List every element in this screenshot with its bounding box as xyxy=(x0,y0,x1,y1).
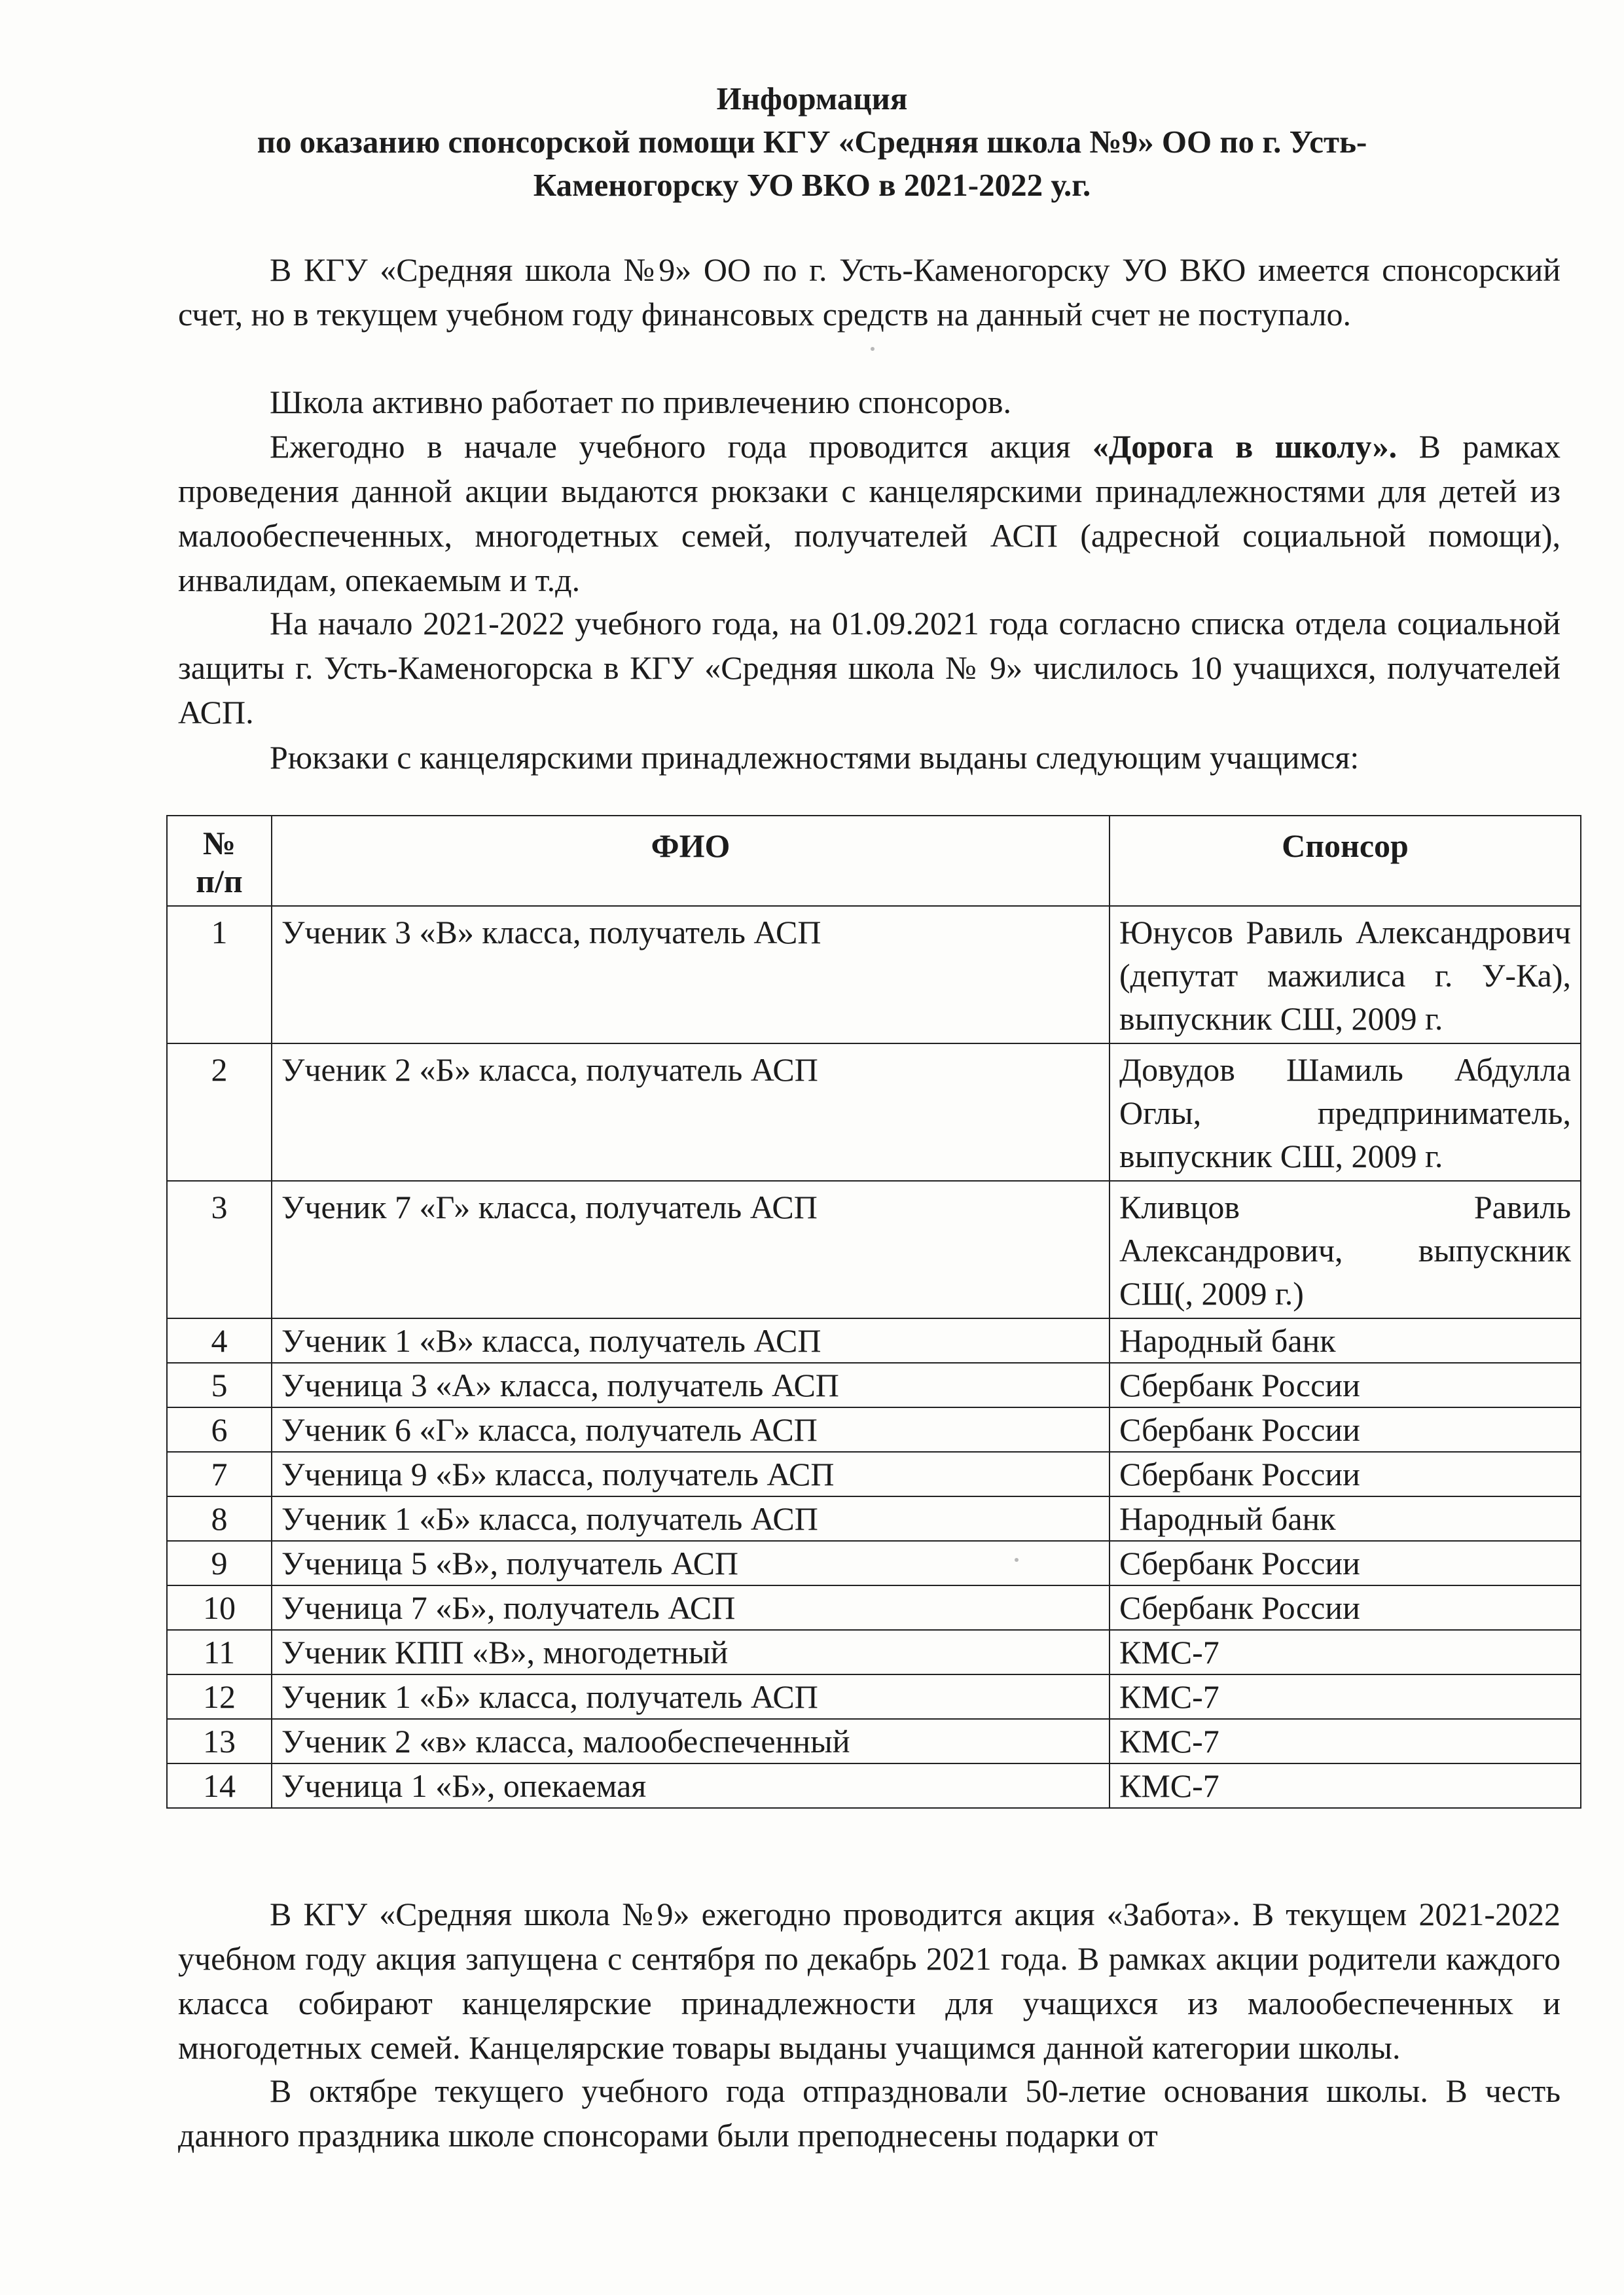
row-sponsor: Сбербанк России xyxy=(1110,1407,1581,1452)
p3-after: В рамках проведения данной акции выдаются рюкзаки с канцелярскими принадлежностями для детей из малообеспеченных, многодетных семей, получателей АСП (адресной социальной помощи), инвалидам, опекаемым и т.д. xyxy=(178,428,1561,598)
row-sponsor: Сбербанк России xyxy=(1110,1541,1581,1585)
table-header-row xyxy=(167,816,1581,906)
row-name: Ученик КПП «В», многодетный xyxy=(272,1630,1110,1674)
row-name: Ученик 2 «Б» класса, получатель АСП xyxy=(272,1043,1110,1181)
table-row xyxy=(167,1363,1581,1407)
header-sponsor: Спонсор xyxy=(1110,816,1581,906)
row-name: Ученица 1 «Б», опекаемая xyxy=(272,1763,1110,1808)
row-sponsor: Кливцов Равиль Александрович, выпускник СШ(, 2009 г.) xyxy=(1110,1181,1581,1318)
table-row xyxy=(167,1407,1581,1452)
p3-before: Ежегодно в начале учебного года проводится акция xyxy=(270,428,1092,465)
row-name: Ученик 1 «Б» класса, получатель АСП xyxy=(272,1496,1110,1541)
row-number: 9 xyxy=(167,1541,272,1585)
table-row xyxy=(167,1674,1581,1719)
row-number: 6 xyxy=(167,1407,272,1452)
table-row xyxy=(167,1318,1581,1363)
row-sponsor: КМС-7 xyxy=(1110,1630,1581,1674)
row-sponsor: КМС-7 xyxy=(1110,1674,1581,1719)
row-name: Ученик 1 «В» класса, получатель АСП xyxy=(272,1318,1110,1363)
row-number: 2 xyxy=(167,1043,272,1181)
table-row xyxy=(167,1496,1581,1541)
row-sponsor: Народный банк xyxy=(1110,1318,1581,1363)
row-number: 8 xyxy=(167,1496,272,1541)
row-name: Ученик 7 «Г» класса, получатель АСП xyxy=(272,1181,1110,1318)
table-row xyxy=(167,1541,1581,1585)
paragraph-road-to-school xyxy=(178,424,1561,602)
row-number: 10 xyxy=(167,1585,272,1630)
table-row xyxy=(167,1585,1581,1630)
paragraph-sponsor-attraction: Школа активно работает по привлечению спонсоров. xyxy=(270,384,1011,420)
table-row xyxy=(167,1763,1581,1808)
row-name: Ученица 7 «Б», получатель АСП xyxy=(272,1585,1110,1630)
row-number: 12 xyxy=(167,1674,272,1719)
row-name: Ученица 3 «А» класса, получатель АСП xyxy=(272,1363,1110,1407)
document-title xyxy=(131,77,1493,207)
row-sponsor: Народный банк xyxy=(1110,1496,1581,1541)
row-name: Ученик 1 «Б» класса, получатель АСП xyxy=(272,1674,1110,1719)
row-sponsor: КМС-7 xyxy=(1110,1763,1581,1808)
row-number: 11 xyxy=(167,1630,272,1674)
title-line-2: по оказанию спонсорской помощи КГУ «Средняя школа №9» ОО по г. Усть- xyxy=(257,124,1367,160)
scan-speck xyxy=(1015,1558,1019,1562)
row-number: 1 xyxy=(167,906,272,1043)
row-number: 4 xyxy=(167,1318,272,1363)
row-sponsor: Сбербанк России xyxy=(1110,1363,1581,1407)
table-row xyxy=(167,906,1581,1043)
row-sponsor: Юнусов Равиль Александрович (депутат мажилиса г. У-Ка), выпускник СШ, 2009 г. xyxy=(1110,906,1581,1043)
title-line-1: Информация xyxy=(716,81,908,117)
table-row xyxy=(167,1719,1581,1763)
row-number: 14 xyxy=(167,1763,272,1808)
sponsors-table xyxy=(166,815,1581,1809)
paragraph-care-campaign: В КГУ «Средняя школа №9» ежегодно проводится акция «Забота». В текущем 2021-2022 учебном году акция запущена с сентября по декабрь 2021 года. В рамках акции родители каждого класса собирают канцелярские принадлежности для учащихся из малообеспеченных и многодетных семей. Канцелярские товары выданы учащимся данной категории школы. xyxy=(178,1896,1561,2066)
table-row xyxy=(167,1043,1581,1181)
table-row xyxy=(167,1452,1581,1496)
row-number: 7 xyxy=(167,1452,272,1496)
table-row xyxy=(167,1181,1581,1318)
paragraph-anniversary: В октябре текущего учебного года отпраздновали 50-летие основания школы. В честь данного праздника школе спонсорами были преподнесены подарки от xyxy=(178,2072,1561,2154)
header-number: № п/п xyxy=(167,816,272,906)
row-sponsor: КМС-7 xyxy=(1110,1719,1581,1763)
row-name: Ученица 9 «Б» класса, получатель АСП xyxy=(272,1452,1110,1496)
row-name: Ученик 2 «в» класса, малообеспеченный xyxy=(272,1719,1110,1763)
paragraph-sponsor-account: В КГУ «Средняя школа №9» ОО по г. Усть-Каменогорску УО ВКО имеется спонсорский счет, но в текущем учебном году финансовых средств на данный счет не поступало. xyxy=(178,251,1561,333)
title-line-3: Каменогорску УО ВКО в 2021-2022 у.г. xyxy=(533,167,1091,203)
paragraph-table-intro: Рюкзаки с канцелярскими принадлежностями выданы следующим учащимся: xyxy=(270,739,1360,776)
campaign-name-road-to-school: «Дорога в школу». xyxy=(1092,428,1398,465)
row-number: 5 xyxy=(167,1363,272,1407)
row-number: 13 xyxy=(167,1719,272,1763)
row-sponsor: Довудов Шамиль Абдулла Оглы, предприниматель, выпускник СШ, 2009 г. xyxy=(1110,1043,1581,1181)
row-sponsor: Сбербанк России xyxy=(1110,1585,1581,1630)
paragraph-asp-count: На начало 2021-2022 учебного года, на 01.09.2021 года согласно списка отдела социальной защиты г. Усть-Каменогорска в КГУ «Средняя школа № 9» числилось 10 учащихся, получателей АСП. xyxy=(178,605,1561,731)
header-name: ФИО xyxy=(272,816,1110,906)
row-number: 3 xyxy=(167,1181,272,1318)
row-name: Ученик 6 «Г» класса, получатель АСП xyxy=(272,1407,1110,1452)
row-name: Ученица 5 «В», получатель АСП xyxy=(272,1541,1110,1585)
row-name: Ученик 3 «В» класса, получатель АСП xyxy=(272,906,1110,1043)
row-sponsor: Сбербанк России xyxy=(1110,1452,1581,1496)
scan-speck xyxy=(871,347,875,351)
table-row xyxy=(167,1630,1581,1674)
